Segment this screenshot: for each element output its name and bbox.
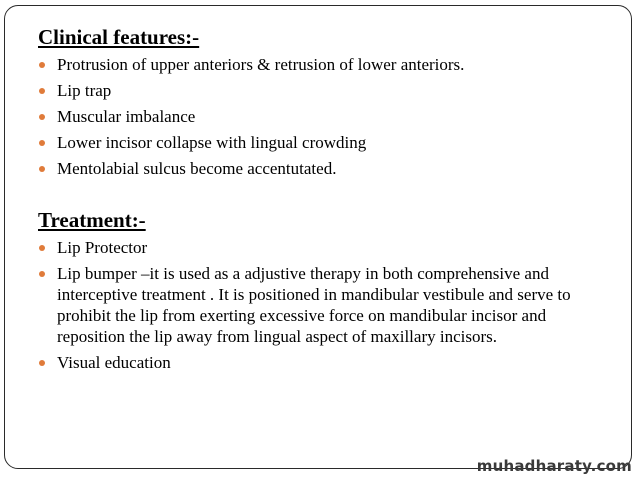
bullet-icon (39, 245, 45, 251)
list-item (38, 106, 608, 127)
bullet-icon (39, 360, 45, 366)
bullet-icon (39, 114, 45, 120)
list-item (38, 237, 608, 258)
bullet-icon (39, 62, 45, 68)
list-item-text: Muscular imbalance (57, 107, 196, 126)
clinical-features-heading: Clinical features:- (38, 25, 200, 49)
treatment-heading: Treatment:- (38, 208, 146, 232)
clinical-features-list (38, 54, 608, 179)
list-item-text: Mentolabial sulcus become accentutated. (57, 159, 337, 178)
list-item-text: Lower incisor collapse with lingual crowding (57, 133, 367, 152)
list-item-text: Lip trap (57, 81, 112, 100)
watermark: muhadharaty.com (476, 457, 632, 475)
slide-content (38, 24, 608, 378)
list-item (38, 54, 608, 75)
list-item (38, 80, 608, 101)
list-item-text: Protrusion of upper anteriors & retrusion of lower anteriors. (57, 55, 465, 74)
list-item-text: Lip Protector (57, 238, 148, 257)
treatment-list (38, 237, 608, 373)
bullet-icon (39, 166, 45, 172)
bullet-icon (39, 140, 45, 146)
bullet-icon (39, 88, 45, 94)
bullet-icon (39, 271, 45, 277)
list-item-text: Lip bumper –it is used as a adjustive therapy in both comprehensive and interceptive treatment . It is positioned in mandibular vestibule and serve to prohibit the lip from exerting excessive force on mandibular incisor and reposition the lip away from lingual aspect of maxillary incisors. (57, 264, 571, 346)
list-item (38, 158, 608, 179)
list-item (38, 352, 608, 373)
list-item (38, 132, 608, 153)
list-item (38, 263, 608, 347)
list-item-text: Visual education (57, 353, 171, 372)
